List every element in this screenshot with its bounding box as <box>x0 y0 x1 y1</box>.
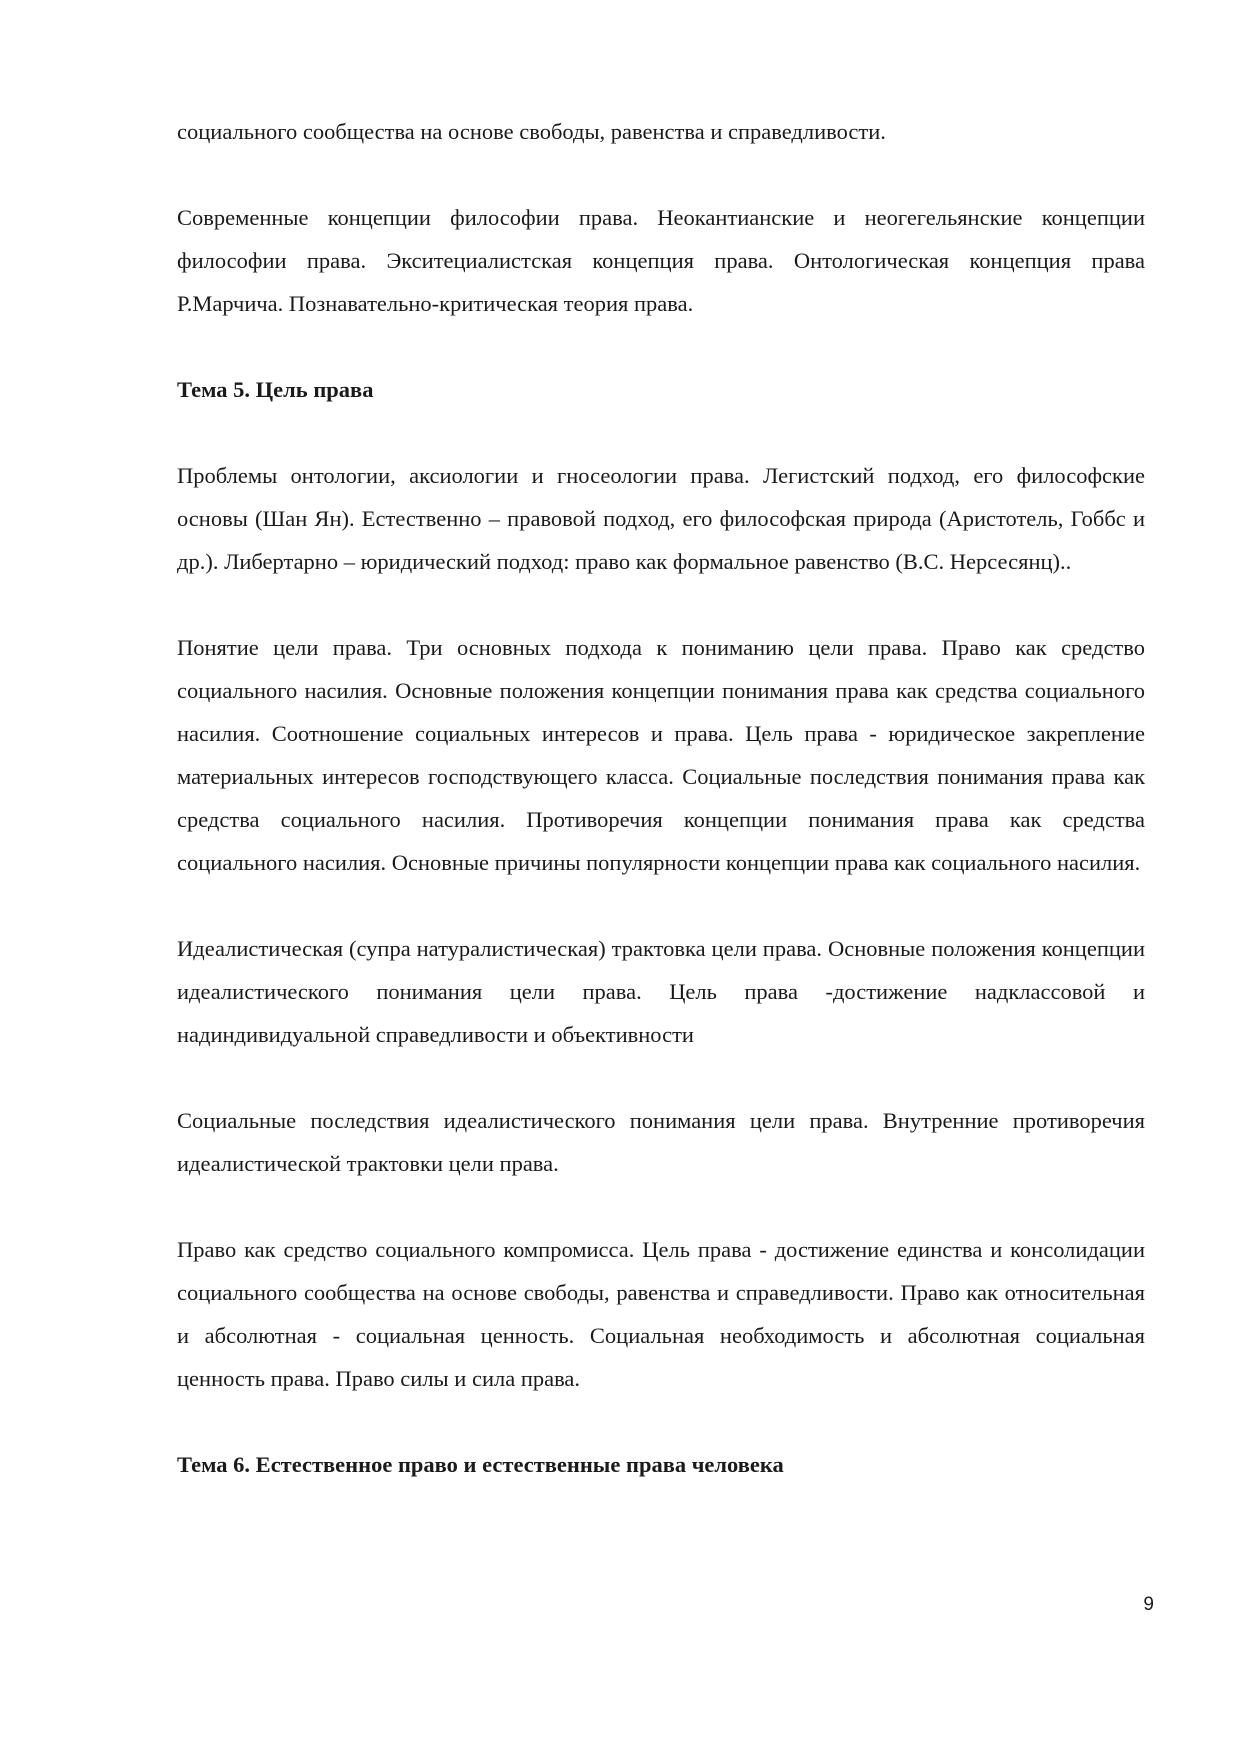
paragraph-idealistic-interpretation: Идеалистическая (супра натуралистическая) трактовка цели права. Основные положения концепции идеалистического понимания цели права. Цель права -достижение надклассовой и надиндивидуальной справедливости и объективности <box>177 936 1145 1047</box>
document-body <box>177 110 1145 1486</box>
paragraph-social-consequences: Социальные последствия идеалистического понимания цели права. Внутренние противоречия идеалистической трактовки цели права. <box>177 1108 1145 1176</box>
page-number: 9 <box>1143 1594 1154 1615</box>
paragraph-modern-concepts: Современные концепции философии права. Неокантианские и неогегельянские концепции философии права. Экситециалистская концепция права. Онтологическая концепция права Р.Марчича. Познавательно-критическая теория права. <box>177 205 1145 316</box>
paragraph-continuation: социального сообщества на основе свободы, равенства и справедливости. <box>177 119 886 144</box>
paragraph-social-compromise: Право как средство социального компромисса. Цель права - достижение единства и консолидации социального сообщества на основе свободы, равенства и справедливости. Право как относительная и абсолютная - социальная ценность. Социальная необходимость и абсолютная социальная ценность права. Право силы и сила права. <box>177 1237 1145 1391</box>
paragraph-purpose-of-law: Понятие цели права. Три основных подхода к пониманию цели права. Право как средство социального насилия. Основные положения концепции понимания права как средства социального насилия. Соотношение социальных интересов и права. Цель права - юридическое закрепление материальных интересов господствующего класса. Социальные последствия понимания права как средства социального насилия. Противоречия концепции понимания права как средства социального насилия. Основные причины популярности концепции права как социального насилия. <box>177 635 1145 875</box>
paragraph-ontology-problems: Проблемы онтологии, аксиологии и гносеологии права. Легистский подход, его философские основы (Шан Ян). Естественно – правовой подход, его философская природа (Аристотель, Гоббс и др.). Либертарно – юридический подход: право как формальное равенство (В.С. Нерсесянц).. <box>177 463 1145 574</box>
section-heading-topic-5: Тема 5. Цель права <box>177 377 374 402</box>
section-heading-topic-6: Тема 6. Естественное право и естественные права человека <box>177 1452 784 1477</box>
